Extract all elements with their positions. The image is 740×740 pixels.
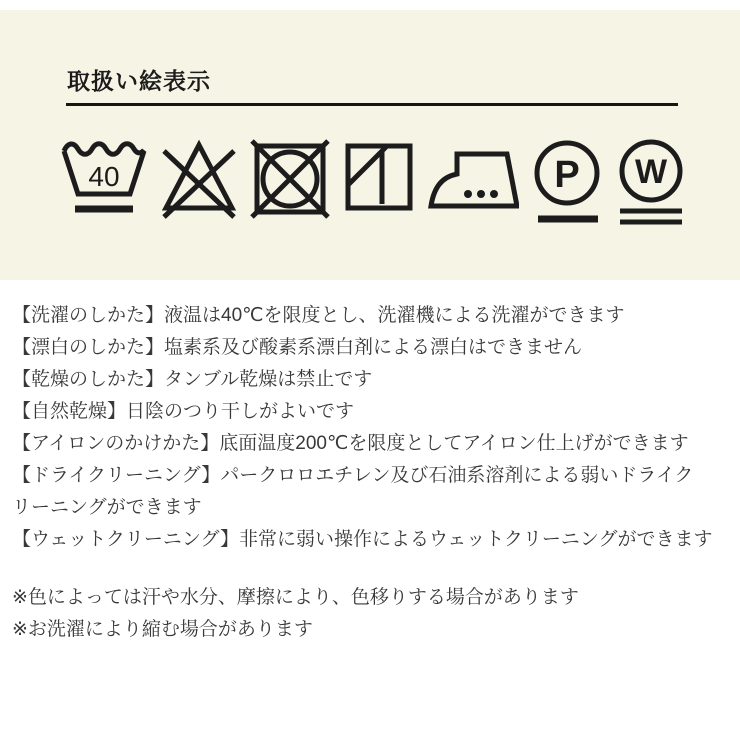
page-title: 取扱い絵表示 xyxy=(67,68,211,94)
caution-notes xyxy=(12,582,728,646)
care-line-dryclean-2: リーニングができます xyxy=(12,497,202,518)
note-color-transfer: ※色によっては汗や水分、摩擦により、色移りする場合があります xyxy=(12,587,579,608)
wetclean-letter: W xyxy=(634,153,667,191)
no-bleach-triangle-icon xyxy=(161,138,237,220)
wash-temp-label: 40 xyxy=(88,161,120,192)
care-line-wash: 【洗濯のしかた】液温は40℃を限度とし、洗濯機による洗濯ができます xyxy=(12,305,625,326)
care-line-tumble: 【乾燥のしかた】タンブル乾燥は禁止です xyxy=(12,369,373,390)
care-symbols-row xyxy=(60,138,686,228)
line-dry-in-shade-icon xyxy=(344,138,414,220)
no-tumble-dry-icon xyxy=(249,138,331,220)
wet-clean-w-very-mild-icon xyxy=(616,138,686,228)
title-underline xyxy=(66,103,678,106)
care-symbols-panel xyxy=(0,10,740,280)
care-line-dryclean-1: 【ドライクリーニング】パークロロエチレン及び石油系溶剤による弱いドライク xyxy=(12,465,694,486)
wash-tub-40-mild-icon xyxy=(60,138,148,220)
note-shrinkage: ※お洗濯により縮む場合があります xyxy=(12,619,313,640)
dryclean-letter: P xyxy=(554,154,580,196)
dry-clean-p-mild-icon xyxy=(531,138,603,228)
care-line-wetclean: 【ウェットクリーニング】非常に弱い操作によるウェットクリーニングができます xyxy=(12,529,713,550)
care-instructions xyxy=(12,300,728,646)
care-line-natural-dry: 【自然乾燥】日陰のつり干しがよいです xyxy=(12,401,355,422)
iron-high-3dot-icon xyxy=(427,138,519,220)
care-line-iron: 【アイロンのかけかた】底面温度200℃を限度としてアイロン仕上げができます xyxy=(12,433,689,454)
care-line-bleach: 【漂白のしかた】塩素系及び酸素系漂白剤による漂白はできません xyxy=(12,337,583,358)
